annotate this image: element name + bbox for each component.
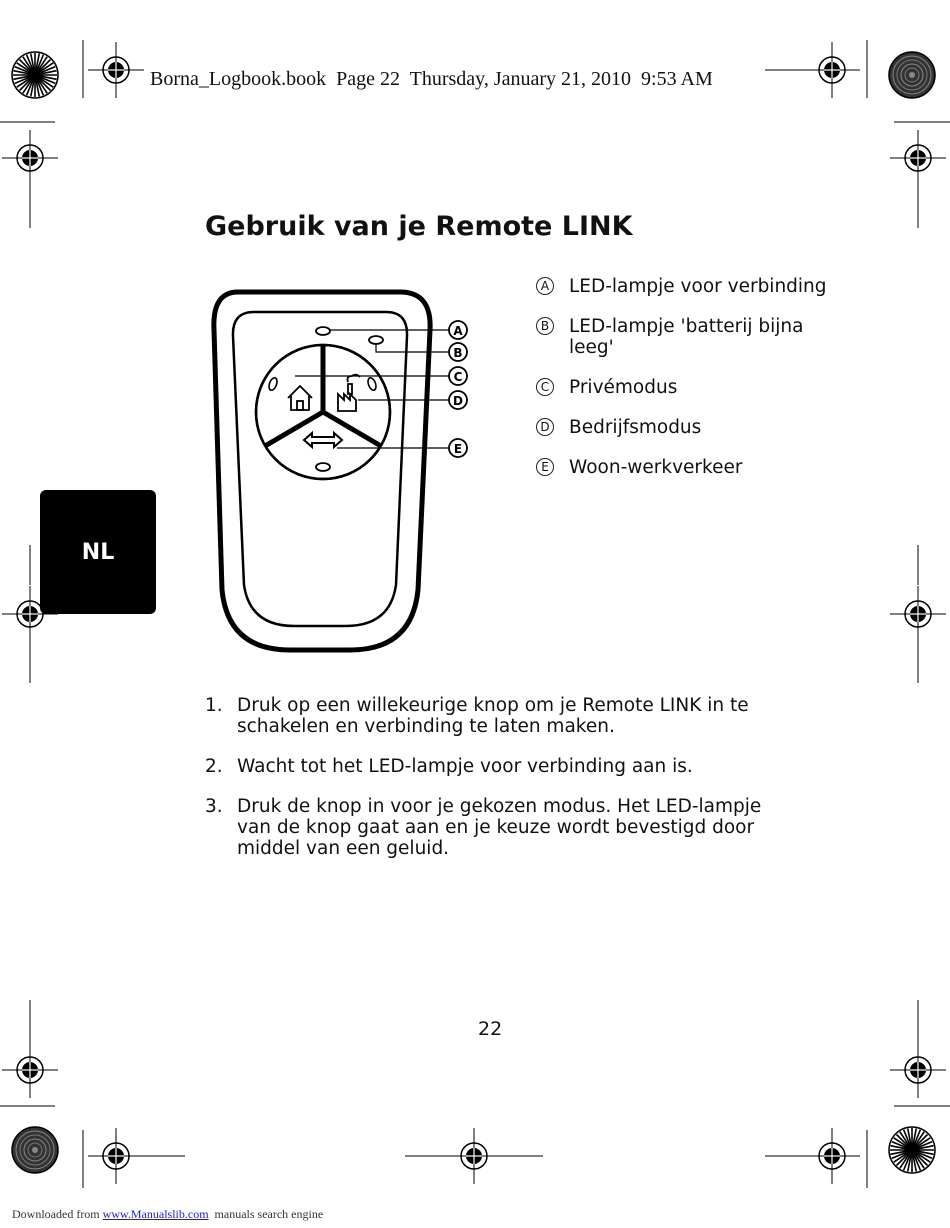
- download-footer: [12, 1207, 323, 1222]
- footer-suffix: manuals search engine: [208, 1207, 324, 1221]
- instruction-step: [205, 796, 785, 859]
- legend-letter: D: [536, 418, 554, 436]
- registration-mark-icon: [890, 1042, 946, 1098]
- registration-mark-icon: [890, 130, 946, 186]
- svg-text:C: C: [453, 370, 463, 384]
- print-header: Borna_Logbook.book Page 22 Thursday, January 21, 2010 9:53 AM: [150, 68, 713, 90]
- footer-prefix: Downloaded from: [12, 1207, 103, 1221]
- legend-letter: E: [536, 458, 554, 476]
- step-number: 1.: [205, 695, 223, 716]
- callout-d: [449, 391, 467, 409]
- legend-item: [536, 377, 836, 398]
- starburst-icon: [889, 1127, 935, 1173]
- registration-mark-icon: [2, 1042, 58, 1098]
- callout-legend: [536, 276, 836, 497]
- instruction-step: [205, 756, 785, 777]
- step-text: Druk de knop in voor je gekozen modus. Het LED-lampje van de knop gaat aan en je keuze wordt bevestigd door middel van een geluid.: [237, 796, 762, 859]
- legend-item: [536, 316, 836, 358]
- legend-letter: A: [536, 277, 554, 295]
- language-tab-label: NL: [81, 539, 115, 565]
- registration-mark-icon: [890, 586, 946, 642]
- step-number: 2.: [205, 756, 223, 777]
- starburst-icon: [12, 52, 58, 98]
- manualslib-link[interactable]: www.Manualslib.com: [102, 1207, 209, 1221]
- target-icon: [889, 52, 935, 98]
- page-number: 22: [478, 1018, 503, 1040]
- callout-c: [449, 367, 467, 385]
- remote-link-illustration: [200, 280, 480, 660]
- legend-letter: C: [536, 378, 554, 396]
- callout-b: [449, 343, 467, 361]
- svg-text:D: D: [453, 394, 463, 408]
- page-title: Gebruik van je Remote LINK: [205, 211, 633, 242]
- registration-mark-icon: [88, 42, 144, 98]
- instruction-steps: [205, 695, 785, 878]
- svg-text:A: A: [453, 324, 463, 338]
- legend-item: [536, 417, 836, 438]
- instruction-step: [205, 695, 785, 737]
- legend-text: LED-lampje 'batterij bijna leeg': [569, 316, 804, 358]
- legend-text: Bedrijfsmodus: [569, 417, 702, 438]
- step-text: Wacht tot het LED-lampje voor verbinding aan is.: [237, 756, 693, 777]
- svg-text:E: E: [453, 442, 463, 456]
- callout-a: [449, 321, 467, 339]
- svg-text:B: B: [453, 346, 463, 360]
- registration-mark-icon: [2, 130, 58, 186]
- legend-letter: B: [536, 317, 554, 335]
- registration-mark-icon: [446, 1128, 502, 1184]
- step-number: 3.: [205, 796, 223, 817]
- callout-e: [449, 439, 467, 457]
- target-icon: [12, 1127, 58, 1173]
- legend-item: [536, 276, 836, 297]
- step-text: Druk op een willekeurige knop om je Remote LINK in te schakelen en verbinding te laten maken.: [237, 695, 749, 737]
- language-tab: [40, 490, 156, 614]
- legend-text: Woon-werkverkeer: [569, 457, 743, 478]
- legend-text: Privémodus: [569, 377, 678, 398]
- legend-text: LED-lampje voor verbinding: [569, 276, 827, 297]
- legend-item: [536, 457, 836, 478]
